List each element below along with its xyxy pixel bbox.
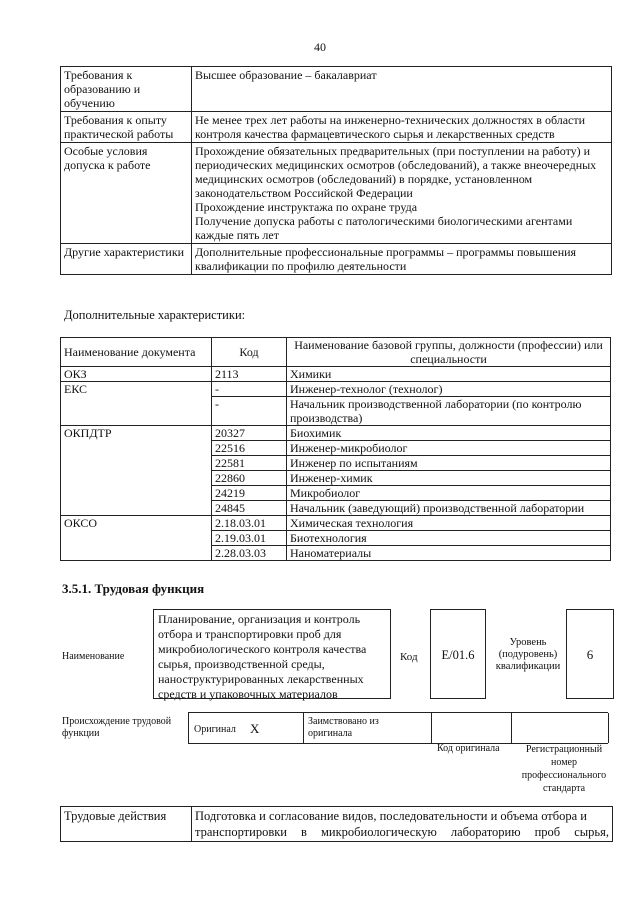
code-cell: 2.18.03.01 xyxy=(212,516,287,531)
header-code: Код xyxy=(212,338,287,367)
code-cell: 2113 xyxy=(212,367,287,382)
doc-cell: ОКПДТР xyxy=(61,426,212,516)
actions-text-line: Подготовка и согласование видов, последовательности и объема отбора и xyxy=(195,809,587,823)
origin-label: Происхождение трудовой функции xyxy=(62,716,172,739)
row-value xyxy=(192,143,612,244)
table-row xyxy=(61,382,611,397)
name-cell: Инженер по испытаниям xyxy=(287,456,611,471)
code-label: Код xyxy=(400,651,418,663)
function-name-box: Планирование, организация и контроль отбора и транспортировки проб для микробиологического контроля качества сырья, производственной среды, наноструктурированных лекарственных средств и упаковочных материалов xyxy=(153,609,391,699)
name-cell: Микробиолог xyxy=(287,486,611,501)
table-row xyxy=(61,516,611,531)
actions-label: Трудовые действия xyxy=(61,807,192,842)
table-row xyxy=(61,807,613,842)
code-cell: 22581 xyxy=(212,456,287,471)
code-cell: 20327 xyxy=(212,426,287,441)
additional-title: Дополнительные характеристики: xyxy=(64,308,246,322)
doc-cell: ЕКС xyxy=(61,382,212,426)
page-number: 40 xyxy=(314,40,326,54)
table-row xyxy=(61,244,612,275)
code-cell: 22516 xyxy=(212,441,287,456)
name-cell: Инженер-микробиолог xyxy=(287,441,611,456)
row-value-line: Прохождение обязательных предварительных (при поступлении на работу) и периодических медицинских осмотров (обследований), а также внеочередных медицинских осмотров (обследований) в порядке, установленном законодательством Российской Федерации xyxy=(195,144,597,200)
actions-table xyxy=(60,806,613,842)
row-value-line: Прохождение инструктажа по охране труда xyxy=(195,200,418,214)
name-cell: Начальник (заведующий) производственной лаборатории xyxy=(287,501,611,516)
additional-table xyxy=(60,337,611,561)
table-header-row xyxy=(61,338,611,367)
borrowed-label: Заимствовано из оригинала xyxy=(308,716,379,739)
code-value: E/01.6 xyxy=(430,609,486,699)
name-cell: Начальник производственной лаборатории (по контролю производства) xyxy=(287,397,611,426)
header-doc: Наименование документа xyxy=(61,338,212,367)
row-label: Требования к образованию и обучению xyxy=(61,67,192,112)
name-cell: Наноматериалы xyxy=(287,546,611,561)
row-value: Не менее трех лет работы на инженерно-технических должностях в области контроля качества фармацевтического сырья и лекарственных средств xyxy=(192,112,612,143)
row-label: Другие характеристики xyxy=(61,244,192,275)
code-cell: 22860 xyxy=(212,471,287,486)
name-cell: Биохимик xyxy=(287,426,611,441)
code-cell: 2.28.03.03 xyxy=(212,546,287,561)
row-value: Высшее образование – бакалавриат xyxy=(192,67,612,112)
reg-number-label: Регистрационный номер профессионального стандарта xyxy=(521,744,607,794)
original-check-mark: X xyxy=(250,721,260,736)
section-title: 3.5.1. Трудовая функция xyxy=(62,581,205,596)
doc-cell: ОКЗ xyxy=(61,367,212,382)
function-name-label: Наименование xyxy=(62,651,125,662)
table-row xyxy=(61,143,612,244)
doc-cell: ОКСО xyxy=(61,516,212,561)
row-value-line: Получение допуска работы с патологическими биологическими агентами каждые пять лет xyxy=(195,214,573,242)
code-cell: 2.19.03.01 xyxy=(212,531,287,546)
origin-row xyxy=(188,712,608,744)
actions-text xyxy=(192,807,613,842)
original-label: Оригинал xyxy=(194,724,236,735)
code-cell: - xyxy=(212,382,287,397)
requirements-table xyxy=(60,66,612,275)
row-label: Особые условия допуска к работе xyxy=(61,143,192,244)
table-row xyxy=(61,67,612,112)
header-name: Наименование базовой группы, должности (профессии) или специальности xyxy=(287,338,611,367)
qualification-level-value: 6 xyxy=(566,609,614,699)
qualification-level-label: Уровень (подуровень) квалификации xyxy=(495,637,561,672)
row-label: Требования к опыту практической работы xyxy=(61,112,192,143)
table-row xyxy=(61,426,611,441)
actions-text-line: транспортировки в микробиологическую лабораторию проб сырья, xyxy=(195,825,609,839)
name-cell: Химическая технология xyxy=(287,516,611,531)
name-cell: Химики xyxy=(287,367,611,382)
code-cell: 24845 xyxy=(212,501,287,516)
name-cell: Биотехнология xyxy=(287,531,611,546)
code-original-label: Код оригинала xyxy=(437,743,500,754)
table-row xyxy=(61,367,611,382)
name-cell: Инженер-технолог (технолог) xyxy=(287,382,611,397)
code-cell: 24219 xyxy=(212,486,287,501)
row-value: Дополнительные профессиональные программы – программы повышения квалификации по профилю деятельности xyxy=(192,244,612,275)
code-cell: - xyxy=(212,397,287,426)
name-cell: Инженер-химик xyxy=(287,471,611,486)
table-row xyxy=(61,112,612,143)
